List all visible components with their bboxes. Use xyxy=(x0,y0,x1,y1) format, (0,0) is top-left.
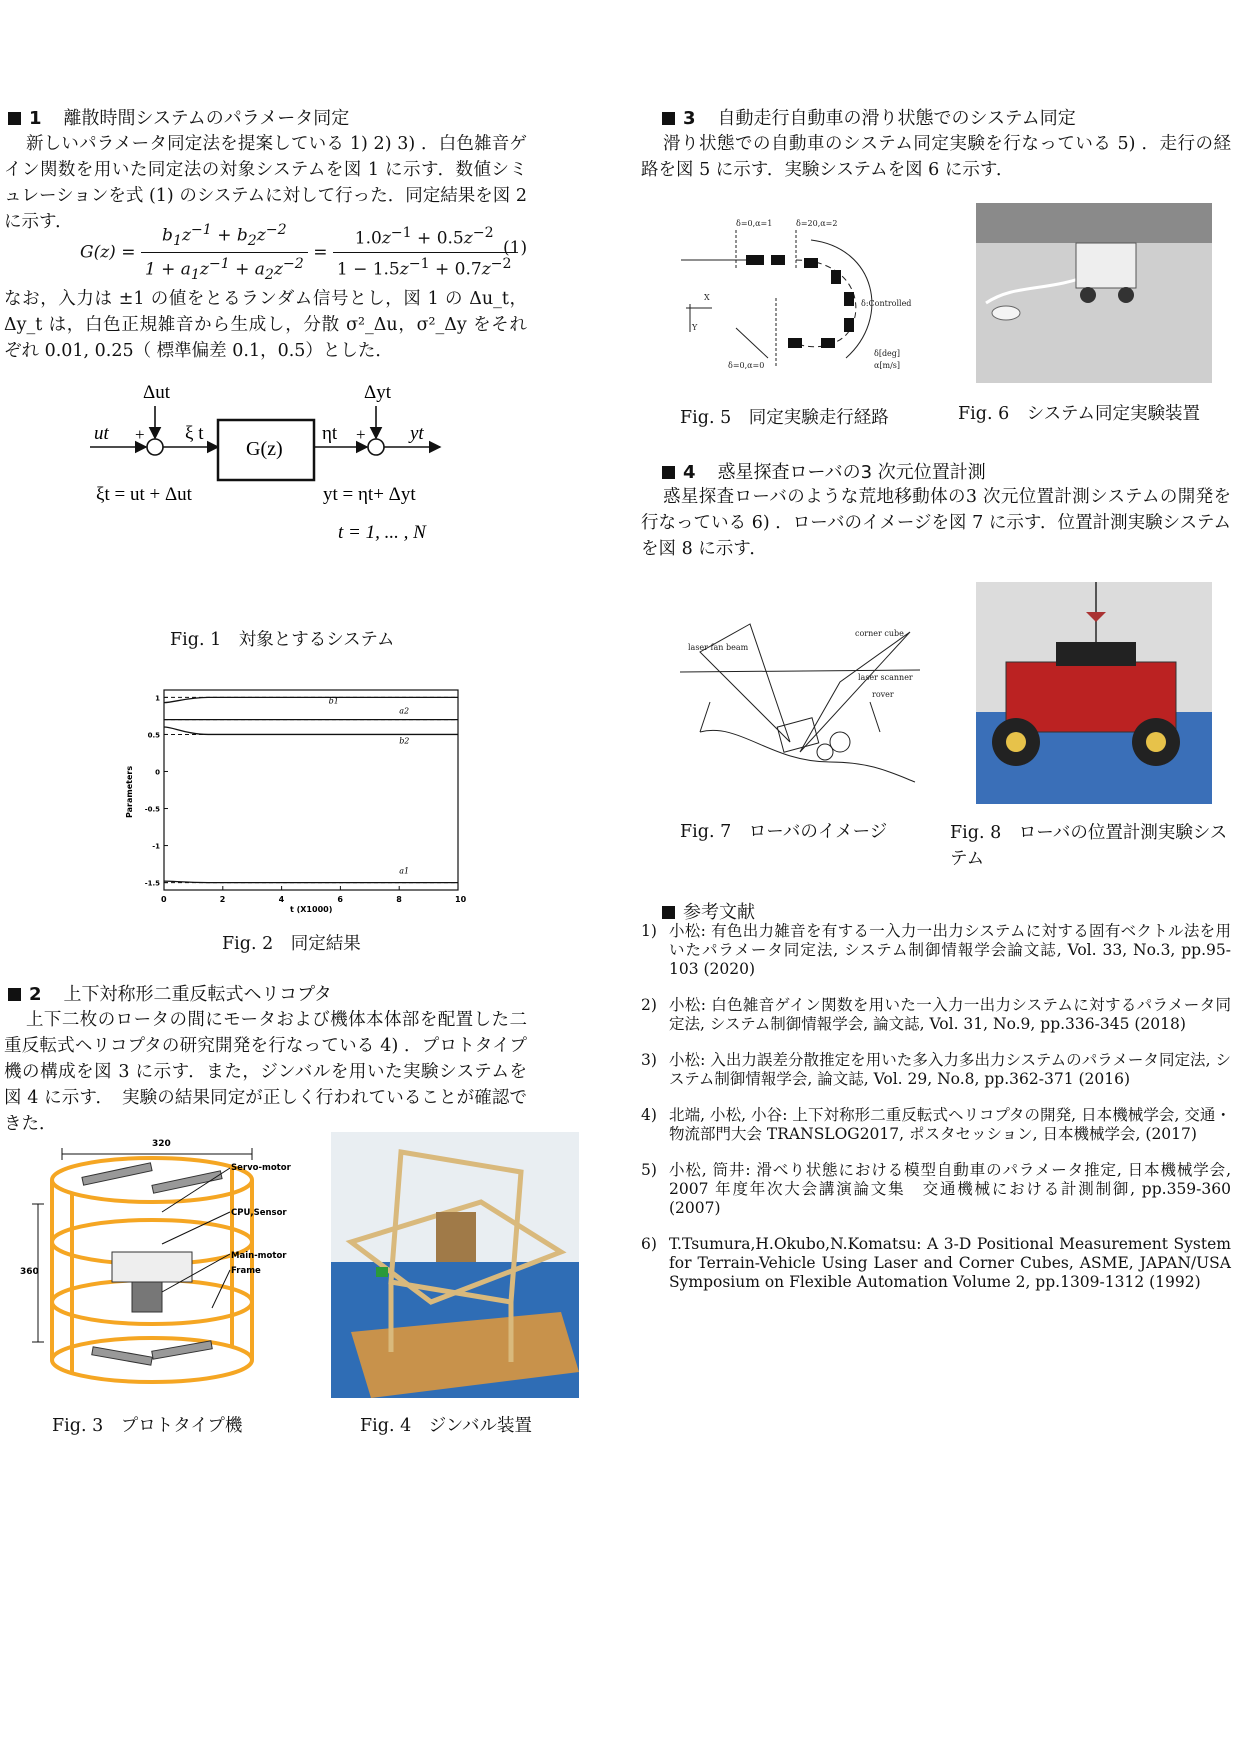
x-tick-label: 2 xyxy=(219,895,226,904)
fig7-label-scanner: laser scanner xyxy=(858,673,913,682)
bullet-square-icon xyxy=(8,988,21,1001)
fig8-caption: Fig. 8 ローバの位置計測実験システム xyxy=(950,823,1228,869)
section-2-title: 2 上下対称形二重反転式ヘリコプタ xyxy=(8,980,332,1006)
fig2-caption: Fig. 2 同定結果 xyxy=(222,934,361,954)
fig2-chart xyxy=(118,678,468,918)
fig4-caption: Fig. 4 ジンバル装置 xyxy=(360,1416,533,1436)
section-3-title: 3 自動走行自動車の滑り状態でのシステム同定 xyxy=(662,104,1076,130)
fig7-label-cube: corner cube xyxy=(855,629,904,638)
fig5-label-end: δ=0,α=0 xyxy=(728,361,765,370)
fig1-plus-2: + xyxy=(356,425,366,444)
fig5-caption: Fig. 5 同定実験走行経路 xyxy=(680,408,889,428)
fig1-y-equation: yt = ηt+ Δyt xyxy=(323,484,416,505)
fig1-plus-1: + xyxy=(135,425,145,444)
fig2-xlabel: t (X1000) xyxy=(290,905,333,914)
fig1-caption: Fig. 1 対象とするシステム xyxy=(170,630,395,650)
reference-item xyxy=(641,1051,1231,1089)
fig3-label-cpu: CPU,Sensor xyxy=(231,1208,287,1218)
section-3-paragraph: 滑り状態での自動車のシステム同定実験を行なっている 5) ．走行の経路を図 5 に示す．実験システムを図 6 に示す． xyxy=(641,134,1231,180)
fig1-block-label: G(z) xyxy=(246,438,283,460)
fig1-block-diagram xyxy=(80,378,460,548)
fig5-label-ctrl: δ:Controlled xyxy=(861,299,912,308)
section-1-paragraph-1: 新しいパラメータ同定法を提案している 1) 2) 3) ．白色雑音ゲイン関数を用いた同定法の対象システムを図 1 に示す．数値シミュレーションを式 (1) のシステムに対して行った．同定結果を図 2 に示す． xyxy=(4,134,527,232)
section-1-paragraph-2: なお，入力は ±1 の値をとるランダム信号とし，図 1 の Δu_t，Δy_t は，白色正規雑音から生成し，分散 σ²_Δu，σ²_Δy をそれぞれ 0.01, 0.25（ 標準偏差 0.1，0.5）とした． xyxy=(4,289,527,361)
fig7-rover-illustration xyxy=(680,612,920,792)
fig1-eta-label: ηt xyxy=(322,423,338,444)
reference-text: 小松: 入出力誤差分散推定を用いた多入力多出力システムのパラメータ同定法, システム制御情報学会, 論文誌, Vol. 29, No.8, pp.362-371 (2016) xyxy=(669,1051,1231,1088)
fig1-xi-equation: ξt = ut + Δut xyxy=(96,484,192,505)
fig5-path-diagram xyxy=(676,208,916,378)
fig1-delta-y-label: Δyt xyxy=(364,382,391,403)
x-tick-label: 4 xyxy=(278,895,285,904)
fig2-ylabel: Parameters xyxy=(125,765,134,818)
references-title: 参考文献 xyxy=(662,898,755,924)
fig5-unit-d: δ[deg] xyxy=(874,349,901,358)
fig1-t-range: t = 1, ... , N xyxy=(338,522,426,543)
reference-number: 6) xyxy=(641,1235,657,1253)
reference-text: T.Tsumura,H.Okubo,N.Komatsu: A 3-D Positional Measurement System for Terrain-Vehicle Using Laser and Corner Cubes, ASME, JAPAN/USA Symposium on Flexible Automation Volume 2, pp.1309-1312 (1992) xyxy=(669,1235,1231,1291)
bullet-square-icon xyxy=(662,466,675,479)
series-label-b1: b1 xyxy=(328,696,339,706)
x-tick-label: 10 xyxy=(455,895,467,904)
y-tick-label: 0.5 xyxy=(147,731,160,740)
section-1-title: 1 離散時間システムのパラメータ同定 xyxy=(8,104,349,130)
reference-list xyxy=(641,922,1231,1309)
x-tick-label: 8 xyxy=(396,895,402,904)
reference-number: 4) xyxy=(641,1106,657,1124)
fig5-axis-y: Y xyxy=(692,323,698,332)
fig1-xi-label: ξ t xyxy=(185,423,204,444)
bullet-square-icon xyxy=(8,112,21,125)
reference-item xyxy=(641,1106,1231,1144)
fig7-label-rover: rover xyxy=(872,690,894,699)
bullet-square-icon xyxy=(662,112,675,125)
section-4-paragraph: 惑星探査ローバのような荒地移動体の3 次元位置計測システムの開発を行なっている 6) ．ローバのイメージを図 7 に示す．位置計測実験システムを図 8 に示す． xyxy=(641,487,1231,559)
section-4-title: 4 惑星探査ローバの3 次元位置計測 xyxy=(662,458,986,484)
fig3-label-frame: Frame xyxy=(231,1266,261,1276)
reference-number: 5) xyxy=(641,1161,657,1179)
y-tick-label: -0.5 xyxy=(144,805,160,814)
fig5-label-b: δ=20,α=2 xyxy=(796,219,838,228)
reference-text: 北端, 小松, 小谷: 上下対称形二重反転式ヘリコプタの開発, 日本機械学会, 交通・物流部門大会 TRANSLOG2017, ポスタセッション, 日本機械学会, (2017) xyxy=(669,1106,1231,1143)
fig3-label-main: Main-motor xyxy=(231,1251,287,1261)
y-tick-label: -1 xyxy=(152,842,160,851)
series-label-a2: a2 xyxy=(399,706,410,716)
fig8-rover-photo xyxy=(976,582,1212,804)
equation-1: G(z) = $\frac{b_1z^{-1} + b_2z^{-2}}{1 + a_1z^{-1} + a_2z^{-2}}$ = $\frac{1.0z^{-1} + 0.5z^{-2}}{1 - 1.5z^{-1} + 0.7z^{-2}}$ xyxy=(80,222,530,276)
fig6-experiment-photo xyxy=(976,203,1212,383)
fig4-gimbal-photo xyxy=(331,1132,579,1398)
fig6-caption: Fig. 6 システム同定実験装置 xyxy=(958,404,1200,424)
fig5-axis-x: X xyxy=(704,293,710,302)
reference-text: 小松, 筒井: 滑べり状態における模型自動車のパラメータ推定, 日本機械学会, 2007 年度年次大会講演論文集 交通機械における計測制御, pp.359-360 (2007) xyxy=(669,1161,1231,1217)
series-label-a1: a1 xyxy=(399,866,410,876)
y-tick-label: -1.5 xyxy=(144,879,160,888)
fig7-caption: Fig. 7 ローバのイメージ xyxy=(680,822,888,842)
fig5-label-a: δ=0,α=1 xyxy=(736,219,773,228)
series-label-b2: b2 xyxy=(399,736,410,746)
fig1-y-label: yt xyxy=(410,423,424,444)
x-tick-label: 0 xyxy=(161,895,167,904)
reference-item xyxy=(641,1235,1231,1292)
fig3-height-dim: 360 xyxy=(20,1267,39,1277)
fig3-label-servo: Servo-motor xyxy=(231,1163,291,1173)
fig3-width-dim: 320 xyxy=(152,1139,171,1149)
reference-number: 1) xyxy=(641,922,657,940)
reference-item xyxy=(641,996,1231,1034)
fig5-unit-a: α[m/s] xyxy=(874,361,901,370)
reference-text: 小松: 白色雑音ゲイン関数を用いた一入力一出力システムに対するパラメータ同定法, システム制御情報学会, 論文誌, Vol. 31, No.9, pp.336-345 (2018) xyxy=(669,996,1231,1033)
fig3-prototype-diagram xyxy=(12,1132,322,1397)
fig1-u-label: ut xyxy=(94,423,109,444)
reference-number: 3) xyxy=(641,1051,657,1069)
section-2-paragraph: 上下二枚のロータの間にモータおよび機体本体部を配置した二重反転式ヘリコプタの研究開発を行なっている 4) ．プロトタイプ機の構成を図 3 に示す．また，ジンバルを用いた実験システムを図 4 に示す． 実験の結果同定が正しく行われていることが確認できた． xyxy=(4,1010,527,1134)
reference-text: 小松: 有色出力雑音を有する一入力一出力システムに対する固有ベクトル法を用いたパラメータ同定法, システム制御情報学会論文誌, Vol. 33, No.3, pp.95-103 (2020) xyxy=(669,922,1231,978)
x-tick-label: 6 xyxy=(337,895,343,904)
reference-item xyxy=(641,1161,1231,1218)
y-tick-label: 1 xyxy=(155,694,160,703)
reference-item xyxy=(641,922,1231,979)
fig3-caption: Fig. 3 プロトタイプ機 xyxy=(52,1416,243,1436)
fig7-label-fan: laser fan beam xyxy=(688,643,749,652)
y-tick-label: 0 xyxy=(155,768,160,777)
fig1-delta-u-label: Δut xyxy=(143,382,170,403)
bullet-square-icon xyxy=(662,906,675,919)
reference-number: 2) xyxy=(641,996,657,1014)
equation-number: (1) xyxy=(503,238,528,258)
